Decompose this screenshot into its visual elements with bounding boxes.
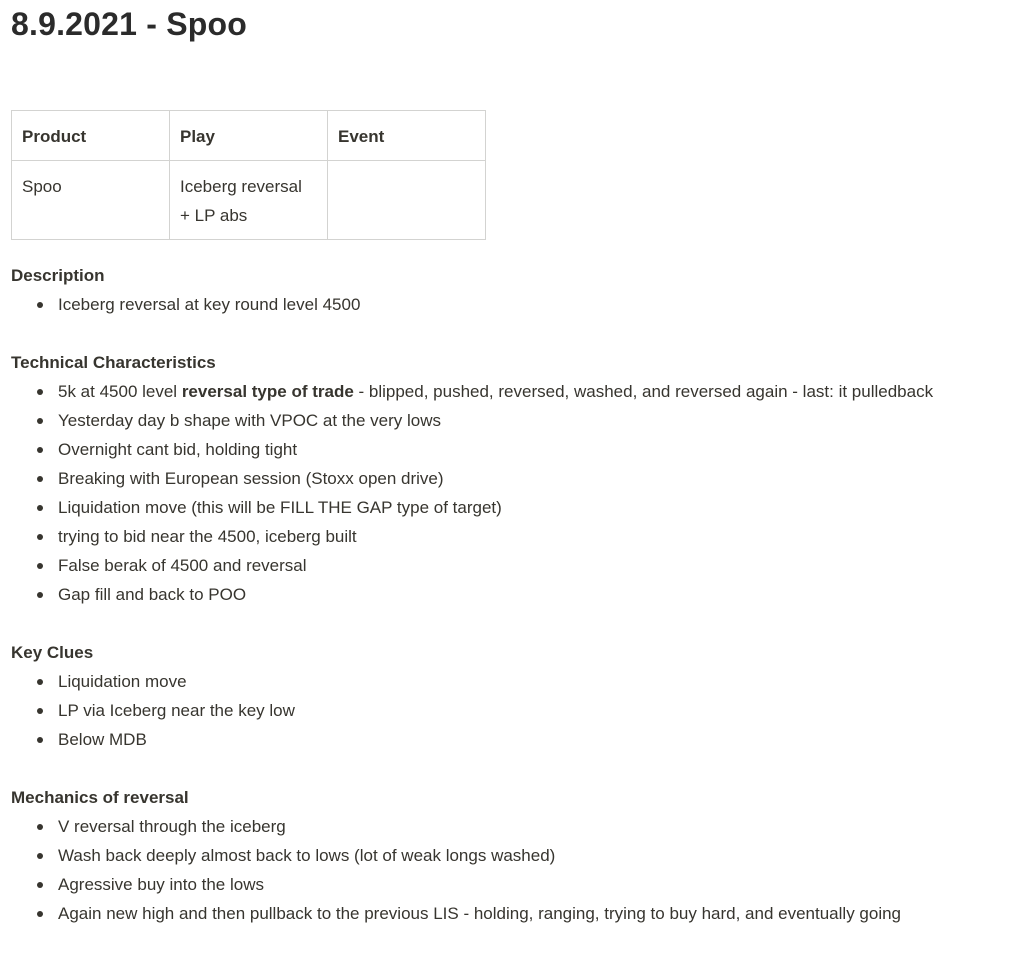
description-heading: Description xyxy=(11,266,105,285)
list-item-text-bold: reversal type of trade xyxy=(181,382,354,401)
list-item-text: V reversal through the iceberg xyxy=(58,817,286,836)
list-item-text: Below MDB xyxy=(58,730,147,749)
header-play: Play xyxy=(170,111,328,161)
bullet-icon xyxy=(37,708,43,714)
page xyxy=(11,0,1016,923)
list-item xyxy=(11,870,1016,899)
list-item-text-prefix: 5k at 4500 level xyxy=(58,382,182,401)
cell-play-line-1: Iceberg reversal xyxy=(180,177,302,196)
bullet-icon xyxy=(37,882,43,888)
cell-event xyxy=(328,161,486,240)
list-item-text: Overnight cant bid, holding tight xyxy=(58,440,298,459)
list-item-text: LP via Iceberg near the key low xyxy=(58,701,295,720)
trade-info-table xyxy=(11,110,486,240)
key-clues-heading: Key Clues xyxy=(11,643,94,662)
header-product: Product xyxy=(12,111,170,161)
list-item xyxy=(11,667,1016,696)
table-header-row xyxy=(12,111,486,161)
list-item-text: Again new high and then pullback to the previous LIS - holding, ranging, trying to buy hard, and eventually going xyxy=(58,904,902,923)
description-list xyxy=(11,290,1016,319)
bullet-icon xyxy=(37,476,43,482)
bullet-icon xyxy=(37,563,43,569)
list-item xyxy=(11,696,1016,725)
list-item-text: Wash back deeply almost back to lows (lot of weak longs washed) xyxy=(58,846,556,865)
list-item xyxy=(11,812,1016,841)
bullet-icon xyxy=(37,389,43,395)
cell-play-line-2: + LP abs xyxy=(180,206,248,225)
list-item-text-suffix: - blipped, pushed, reversed, washed, and reversed again - last: it pulledback xyxy=(353,382,934,401)
technical-list xyxy=(11,377,1016,609)
list-item-text: Yesterday day b shape with VPOC at the very lows xyxy=(58,411,442,430)
list-item xyxy=(11,841,1016,870)
bullet-icon xyxy=(37,418,43,424)
bullet-icon xyxy=(37,505,43,511)
technical-heading: Technical Characteristics xyxy=(11,353,216,372)
key-clues-list xyxy=(11,667,1016,754)
bullet-icon xyxy=(37,853,43,859)
list-item xyxy=(11,493,1016,522)
bullet-icon xyxy=(37,737,43,743)
list-item-text: Agressive buy into the lows xyxy=(58,875,264,894)
mechanics-list xyxy=(11,812,1016,928)
list-item xyxy=(11,377,1016,406)
list-item-text: Liquidation move (this will be FILL THE GAP type of target) xyxy=(58,498,502,517)
list-item xyxy=(11,290,1016,319)
list-item-text: Breaking with European session (Stoxx open drive) xyxy=(58,469,444,488)
cell-play xyxy=(170,161,328,240)
list-item-text: Gap fill and back to POO xyxy=(58,585,247,604)
list-item-text: Liquidation move xyxy=(58,672,187,691)
bullet-icon xyxy=(37,447,43,453)
list-item xyxy=(11,551,1016,580)
bullet-icon xyxy=(37,534,43,540)
list-item-text: False berak of 4500 and reversal xyxy=(58,556,307,575)
mechanics-heading: Mechanics of reversal xyxy=(11,788,189,807)
list-item-text: Iceberg reversal at key round level 4500 xyxy=(58,295,361,314)
bullet-icon xyxy=(37,824,43,830)
bullet-icon xyxy=(37,911,43,917)
bullet-icon xyxy=(37,679,43,685)
list-item xyxy=(11,435,1016,464)
table-row xyxy=(12,161,486,240)
bullet-icon xyxy=(37,302,43,308)
list-item xyxy=(11,899,1016,928)
cell-product: Spoo xyxy=(12,161,170,240)
list-item xyxy=(11,522,1016,551)
list-item xyxy=(11,464,1016,493)
bullet-icon xyxy=(37,592,43,598)
header-event: Event xyxy=(328,111,486,161)
list-item-text: trying to bid near the 4500, iceberg built xyxy=(58,527,357,546)
list-item xyxy=(11,406,1016,435)
page-title: 8.9.2021 - Spoo xyxy=(11,6,247,42)
list-item xyxy=(11,725,1016,754)
list-item xyxy=(11,580,1016,609)
sections xyxy=(11,261,1016,957)
